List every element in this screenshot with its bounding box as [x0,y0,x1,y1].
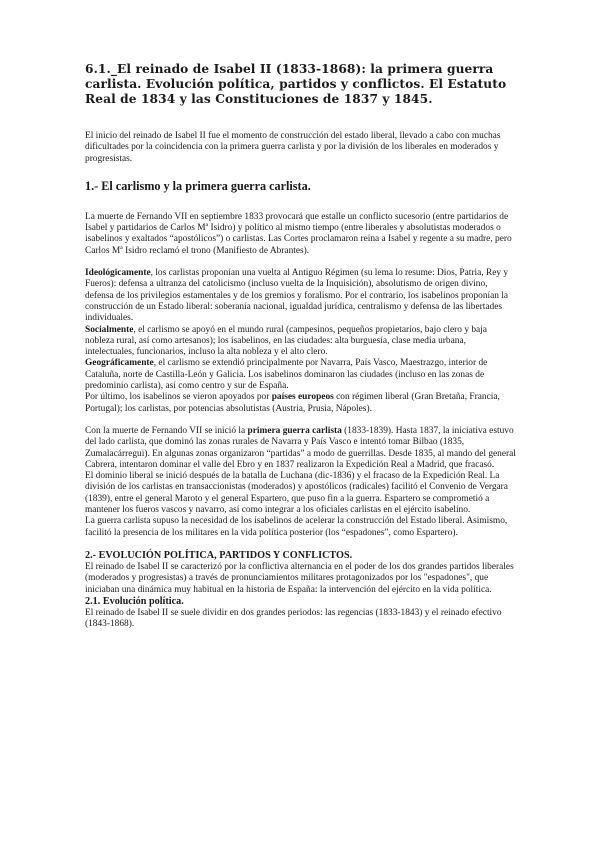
intro-paragraph: El inicio del reinado de Isabel II fue el momento de construcción del estado liberal, llevado a cabo con muchas dificultades por la coincidencia con la primera guerra carlista y por la división de los liberales en moderados y progresistas. [85,131,501,164]
paragraph-consecuencias: La guerra carlista supuso la necesidad de los isabelinos de acelerar la construcción del Estado liberal. Asimismo, facilitó la presencia de los militares en la vida política posterior (los “espadones”, como Espartero). [85,516,508,538]
socialmente-label: Socialmente [85,324,134,335]
guerra-text: (1833-1839). Hasta 1837, la iniciativa estuvo del lado carlista, que dominó las zonas rurales de Navarra y País Vasco e intentó tomar Bilbao (1835, Zumalacárregui). En algunas zonas organizaron “partidas” a modo de guerrillas. Desde 1835, al mando del general Cabrera, intentaron dominar el valle del Ebro y en 1837 realizaron la Expedición Real a Madrid, que fracasó. [85,425,516,470]
guerra-label: primera guerra carlista [247,425,342,436]
paragraph-muerte-fernando: La muerte de Fernando VII en septiembre 1833 provocará que estalle un conflicto sucesorio (entre partidarios de Isabel y partidarios de Carlos Mª Isidro) y político al mismo tiempo (entre liberales y absolutistas moderados o isabelinos y exaltados “apostólicos”) o carlistas. Las Cortes proclamaron reina a Isabel y regente a su madre, pero Carlos Mª Isidro reclamó el trono (Manifiesto de Abrantes). [85,211,512,256]
socialmente-text: , el carlismo se apoyó en el mundo rural (campesinos, pequeños propietarios, bajo clero y baja nobleza rural, así como artesanos); los isabelinos, en las ciudades: alta burguesía, clase media urbana, intelectuales, funcionarios, incluso la alta nobleza y el alto clero. [85,324,487,358]
ideologicamente-label: Ideológicamente [85,268,151,279]
ideologicamente-text: , los carlistas proponían una vuelta al Antiguo Régimen (su lema lo resume: Dios, Patria, Rey y Fueros): defensa a ultranza del catolicismo (incluso vuelta de la Inquisición), absolutismo de origen divino, defensa de los privilegios estamentales y de los gremios y foralismo. Por el contrario, los isabelinos proponían la construcción de un Estado liberal: soberanía nacional, igualdad jurídica, centralismo y defensa de las libertades individuales. [85,268,509,324]
geograficamente-text: , el carlismo se extendió principalmente por Navarra, País Vasco, Maestrazgo, interior de Cataluña, norte de Castilla-León y Galicia. Los isabelinos dominaron las ciudades (incluso en las zonas de predominio carlista), así como centro y sur de España. [85,358,488,392]
guerra-pre: Con la muerte de Fernando VII se inició la [85,425,248,436]
section-1-heading: 1.- El carlismo y la primera guerra carlista. [85,178,311,193]
paragraph-periodos: El reinado de Isabel II se suele dividir en dos grandes periodos: las regencias (1833-1843) y el reinado efectivo (1843-1868). [85,607,502,630]
paragraph-paises-europeos [85,392,517,415]
war-block [85,426,517,539]
paragraph-primera-guerra [85,426,517,471]
section-2-heading: 2.- EVOLUCIÓN POLÍTICA, PARTIDOS Y CONFLICTOS. [85,549,353,561]
europeos-label: países europeos [271,392,334,403]
carlism-characteristics-block [85,268,517,415]
paragraph-socialmente [85,325,517,359]
document-title: 6.1._El reinado de Isabel II (1833-1868): la primera guerra carlista. Evolución política, partidos y conflictos. El Estatuto Real de 1834 y las Constituciones de 1837 y 1845. [85,62,507,106]
paragraph-ideologicamente [85,268,517,324]
paragraph-dominio-liberal: El dominio liberal se inició después de la batalla de Luchana (dic-1836) y el fracaso de la Expedición Real. La división de los carlistas en transaccionistas (moderados) y apostólicos (radicales) facilitó el Convenio de Vergara (1839), entre el general Maroto y el general Espartero, que puso fin a la guerra. Espartero se comprometió a mantener los fueros vascos y navarro, así como integrar a los oficiales carlistas en el ejército isabelino. [85,471,508,516]
europeos-text: con régimen liberal (Gran Bretaña, Francia, Portugal); los carlistas, por potencias absolutistas (Austria, Prusia, Nápoles). [85,392,500,414]
section-2-1-heading: 2.1. Evolución política. [85,595,184,607]
paragraph-geograficamente [85,358,517,392]
document-page [85,62,517,630]
europeos-pre: Por último, los isabelinos se vieron apoyados por [85,392,272,403]
paragraph-evolucion-intro: El reinado de Isabel II se caracterizó por la conflictiva alternancia en el poder de los dos grandes partidos liberales (moderados y progresistas) a través de pronunciamientos militares protagonizados por los "espadones", que iniciaban una dinámica muy habitual en la historia de España: la intervención del ejército en la vida política. [85,561,514,595]
geograficamente-label: Geográficamente [85,358,154,369]
